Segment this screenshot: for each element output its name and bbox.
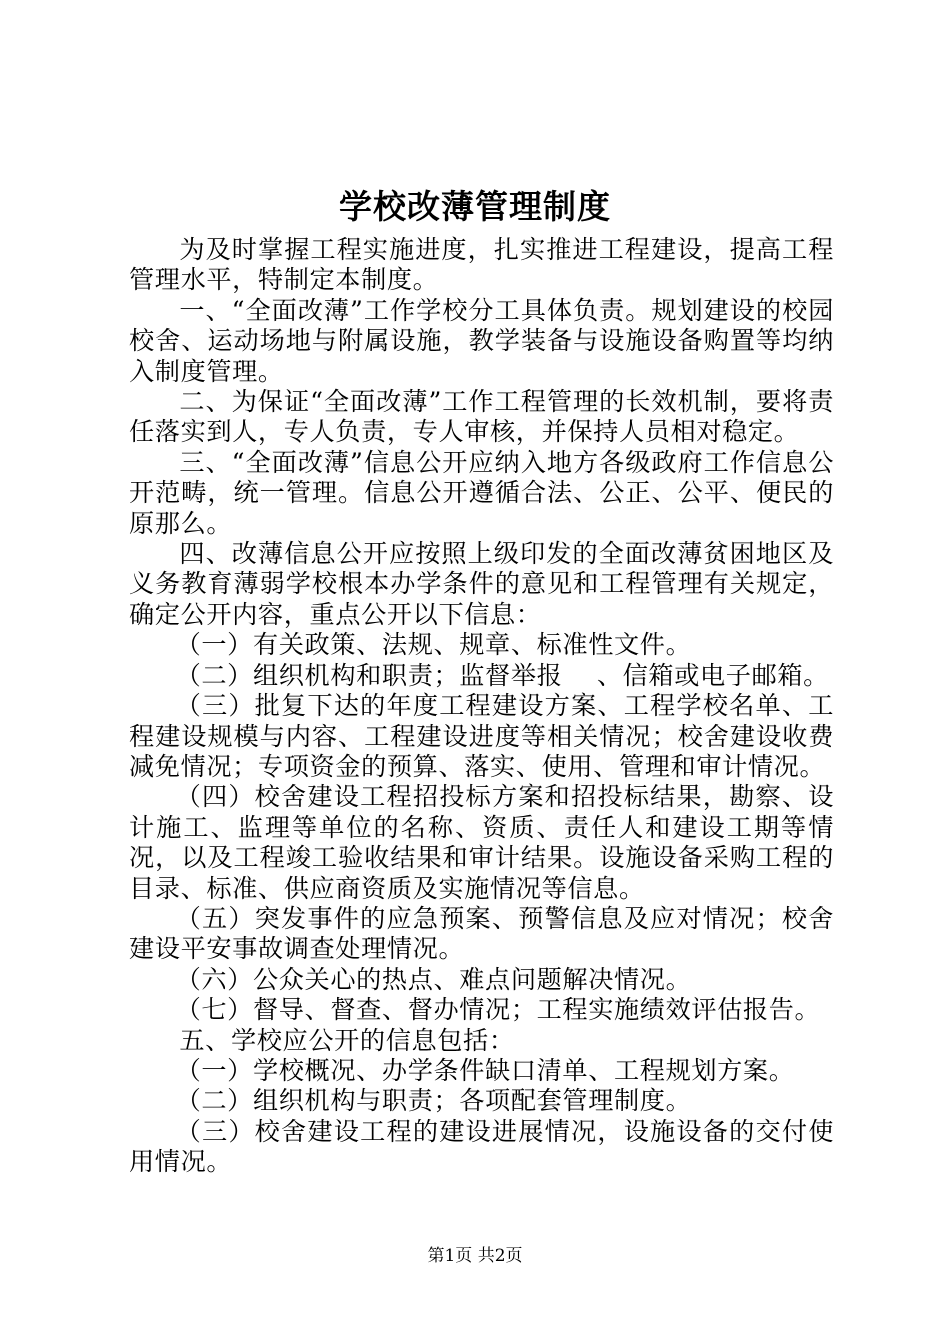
paragraph-item: （五）突发事件的应急预案、预警信息及应对情况；校舍建设平安事故调查处理情况。	[129, 903, 834, 964]
paragraph-item: （六）公众关心的热点、难点问题解决情况。	[175, 964, 692, 994]
document-title: 学校改薄管理制度	[339, 187, 611, 226]
paragraph-section-1: 一、“全面改薄”工作学校分工具体负责。规划建设的校园校舍、运动场地与附属设施，教学装备与设施设备购置等均纳入制度管理。	[129, 295, 834, 386]
paragraph-item: （七）督导、督查、督办情况；工程实施绩效评估报告。	[175, 995, 821, 1025]
paragraph-section-2: 二、为保证“全面改薄”工作工程管理的长效机制，要将责任落实到人，专人负责，专人审核，并保持人员相对稳定。	[129, 387, 834, 447]
paragraph-section-5: 五、学校应公开的信息包括：	[179, 1025, 515, 1055]
paragraph-section-4: 四、改薄信息公开应按照上级印发的全面改薄贫困地区及义务教育薄弱学校根本办学条件的意见和工程管理有关规定，确定公开内容，重点公开以下信息：	[129, 539, 834, 629]
paragraph-item: （一）学校概况、办学条件缺口清单、工程规划方案。	[175, 1055, 795, 1085]
paragraph-item: （四）校舍建设工程招投标方案和招投标结果，勘察、设计施工、监理等单位的名称、资质、责任人和建设工期等情况，以及工程竣工验收结果和审计结果。设施设备采购工程的目录、标准、供应商资质及实施情况等信息。	[129, 782, 834, 903]
paragraph-section-3: 三、“全面改薄”信息公开应纳入地方各级政府工作信息公开范畴，统一管理。信息公开遵循合法、公正、公平、便民的原那么。	[129, 447, 834, 538]
document-body	[129, 235, 834, 1178]
page-number-footer: 第1页 共2页	[427, 1246, 523, 1266]
paragraph-item: （三）校舍建设工程的建设进展情况，设施设备的交付使用情况。	[129, 1116, 834, 1177]
paragraph-item: （二）组织机构与职责；各项配套管理制度。	[175, 1086, 692, 1116]
paragraph-item: （一）有关政策、法规、规章、标准性文件。	[175, 630, 692, 660]
paragraph-item: （三）批复下达的年度工程建设方案、工程学校名单、工程建设规模与内容、工程建设进度等相关情况；校舍建设收费减免情况；专项资金的预算、落实、使用、管理和审计情况。	[129, 691, 834, 781]
paragraph-intro: 为及时掌握工程实施进度，扎实推进工程建设，提高工程管理水平，特制定本制度。	[129, 235, 834, 295]
paragraph-item: （二）组织机构和职责；监督举报 、信箱或电子邮箱。	[175, 660, 829, 690]
